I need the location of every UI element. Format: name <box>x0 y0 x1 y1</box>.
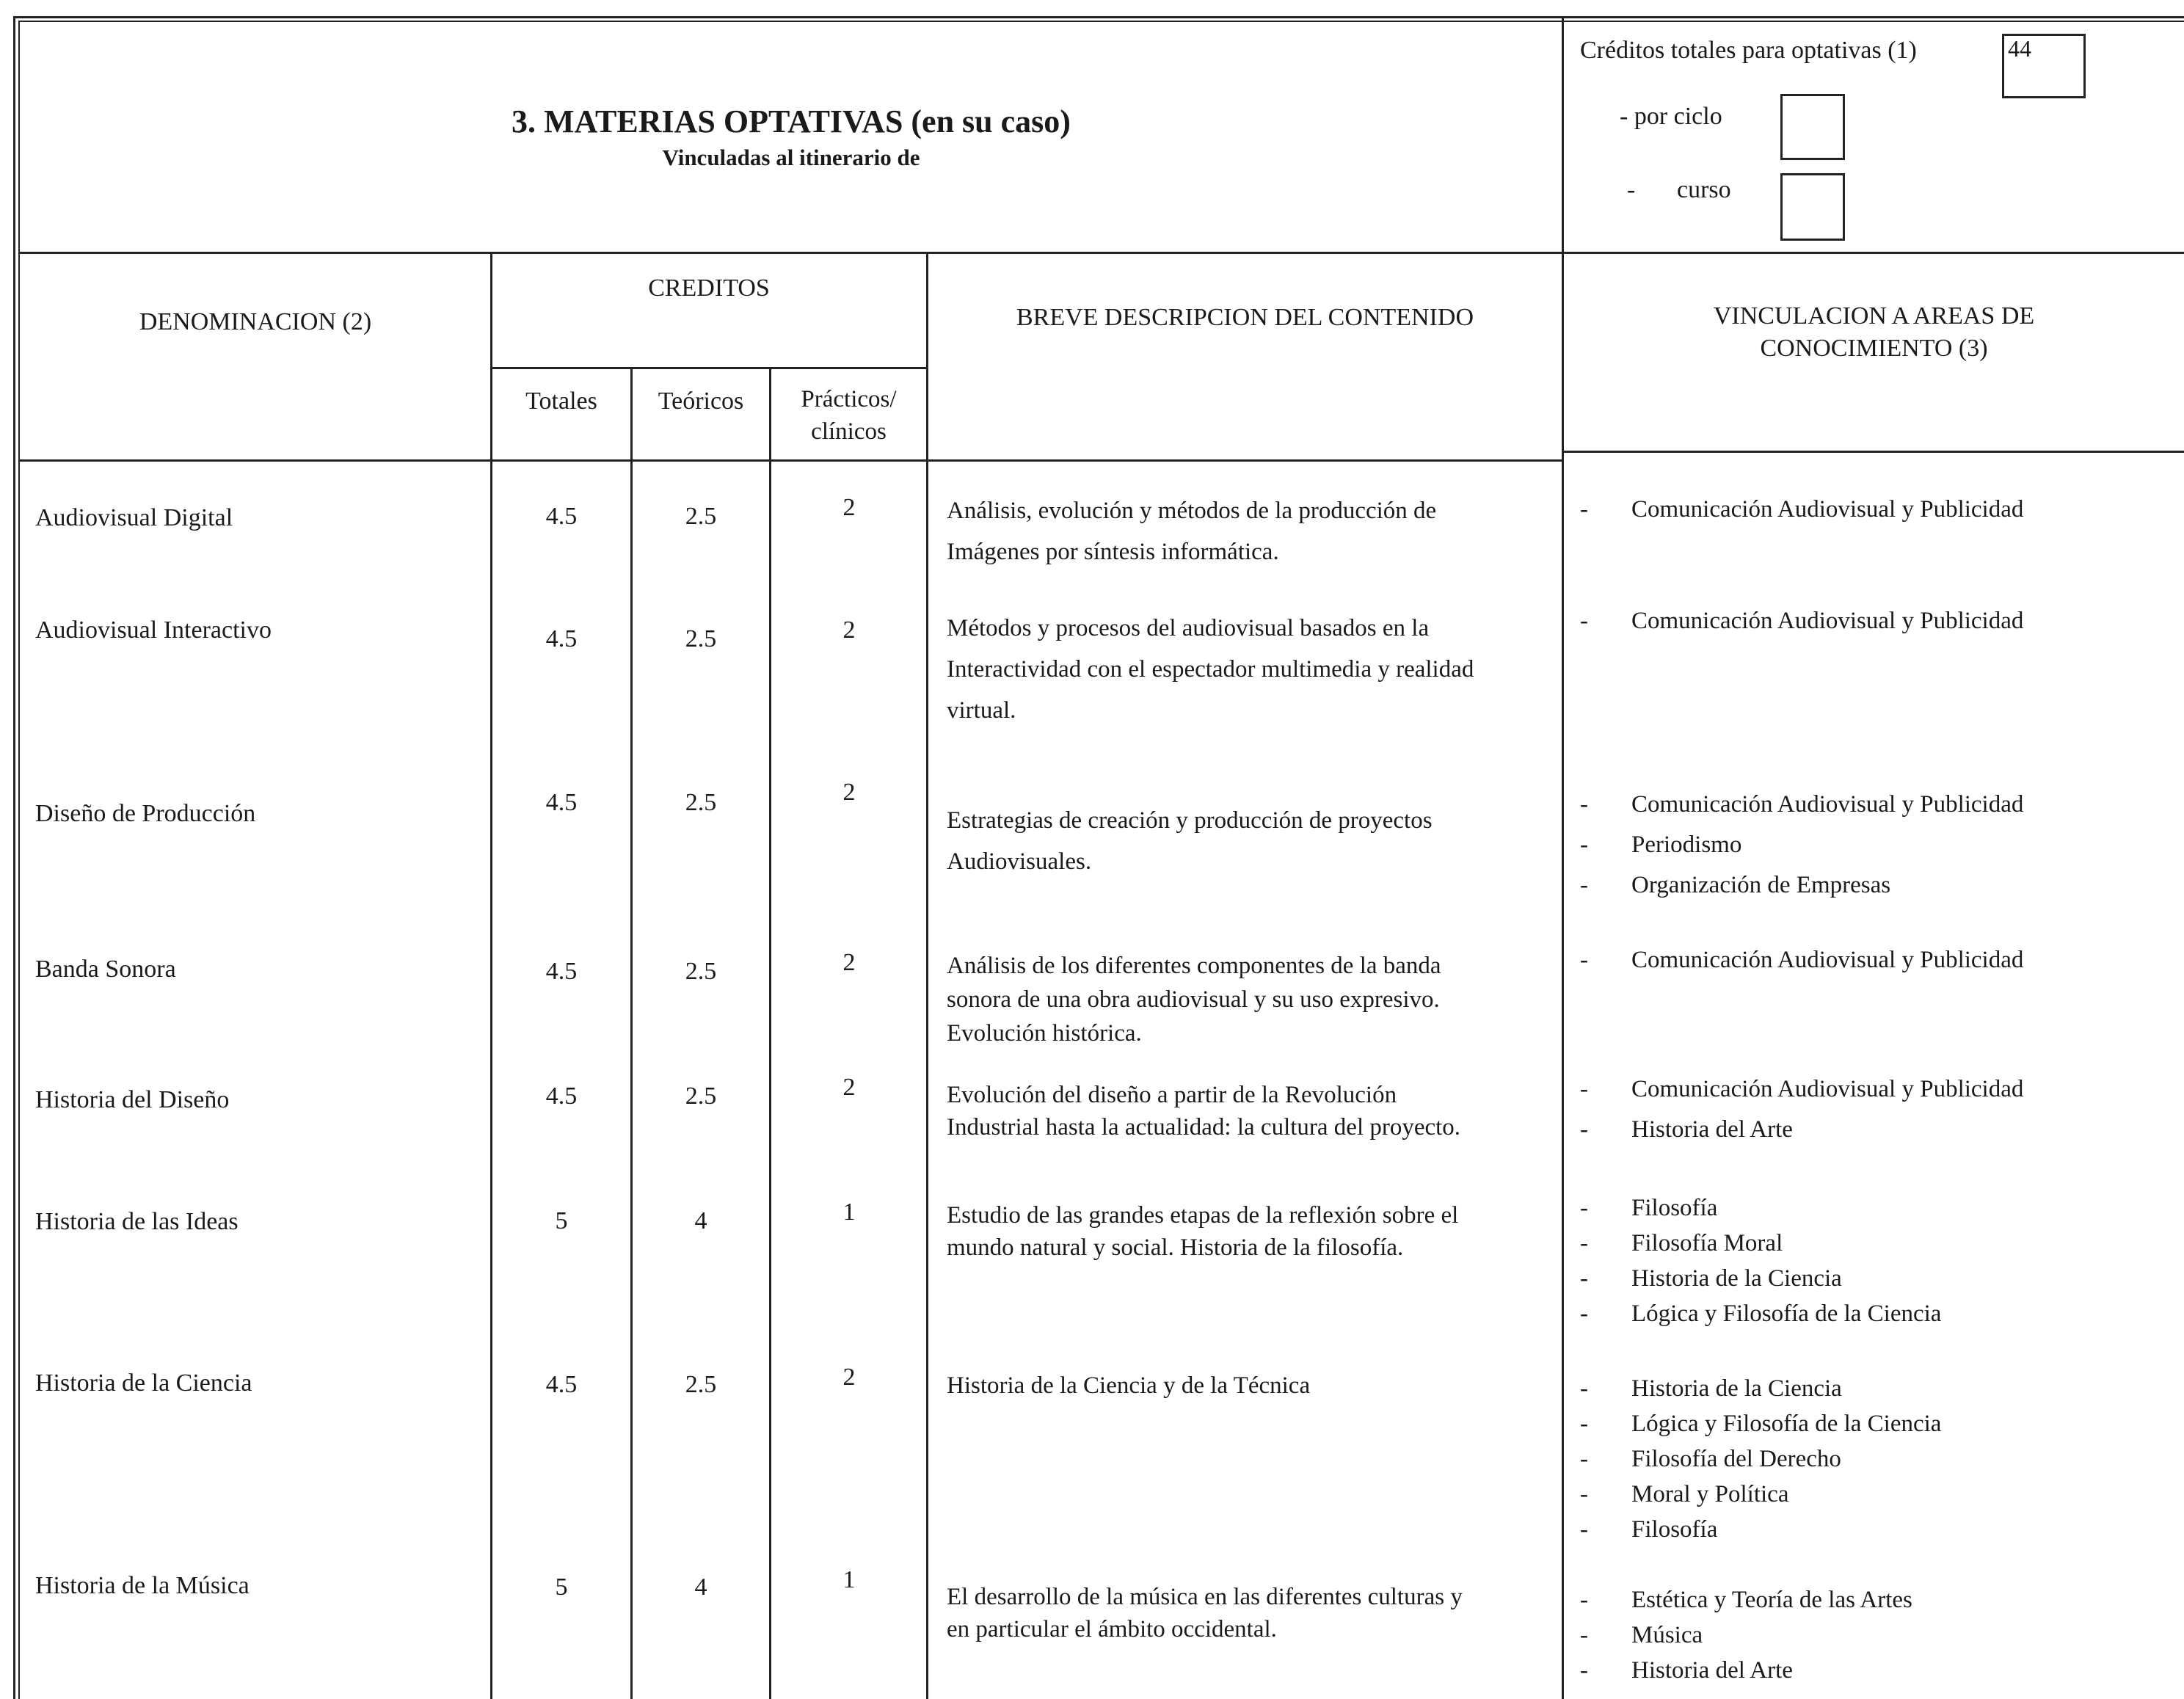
row-practicos: 2 <box>842 949 856 976</box>
creditos-totales-value: 44 <box>2008 35 2031 62</box>
row-area-item <box>1580 1076 2023 1103</box>
row-teoricos: 2.5 <box>685 1083 717 1110</box>
list-dash: - <box>1580 1516 1588 1543</box>
row-descripcion-line: virtual. <box>947 697 1016 724</box>
row-teoricos: 2.5 <box>685 958 717 985</box>
row-area-item <box>1580 947 2023 974</box>
row-area-label: Comunicación Audiovisual y Publicidad <box>1631 1076 2024 1102</box>
row-teoricos: 4 <box>694 1207 707 1234</box>
list-dash: - <box>1580 791 1588 818</box>
row-area-label: Filosofía <box>1631 1195 1718 1221</box>
row-area-item <box>1580 1265 1842 1292</box>
row-totales: 4.5 <box>545 1371 578 1398</box>
row-area-item <box>1580 1375 1842 1403</box>
row-area-label: Organización de Empresas <box>1631 872 1891 898</box>
row-area-label: Historia de la Ciencia <box>1631 1265 1842 1292</box>
row-area-label: Lógica y Filosofía de la Ciencia <box>1631 1300 1942 1327</box>
col-practicos-line1: Prácticos/ <box>801 386 897 412</box>
row-area-label: Comunicación Audiovisual y Publicidad <box>1631 791 2024 818</box>
row-area-item <box>1580 1230 1783 1257</box>
list-dash: - <box>1580 1622 1588 1648</box>
row-area-item <box>1580 608 2023 635</box>
row-descripcion-line: Estudio de las grandes etapas de la reflexión sobre el <box>947 1202 1459 1229</box>
row-area-label: Comunicación Audiovisual y Publicidad <box>1631 608 2024 634</box>
row-practicos: 2 <box>842 616 856 644</box>
row-descripcion-line: Historia de la Ciencia y de la Técnica <box>947 1372 1311 1399</box>
row-practicos: 2 <box>842 779 856 806</box>
row-teoricos: 2.5 <box>685 789 717 816</box>
list-dash: - <box>1580 1375 1588 1402</box>
row-denominacion: Historia del Diseño <box>35 1086 230 1113</box>
list-dash: - <box>1580 1657 1588 1684</box>
divider-practicos <box>926 252 928 1699</box>
creditos-separator <box>492 367 928 369</box>
row-area-label: Comunicación Audiovisual y Publicidad <box>1631 496 2024 523</box>
row-area-label: Lógica y Filosofía de la Ciencia <box>1631 1411 1942 1437</box>
col-descripcion: BREVE DESCRIPCION DEL CONTENIDO <box>1016 304 1474 331</box>
row-totales: 4.5 <box>545 503 578 530</box>
list-dash: - <box>1580 496 1588 523</box>
row-denominacion: Audiovisual Digital <box>35 504 233 531</box>
row-practicos: 2 <box>842 1364 856 1391</box>
row-denominacion: Diseño de Producción <box>35 800 256 827</box>
row-area-item <box>1580 1481 1788 1508</box>
row-descripcion-line: sonora de una obra audiovisual y su uso expresivo. <box>947 986 1440 1013</box>
list-dash: - <box>1580 1116 1588 1143</box>
row-area-item <box>1580 1446 1841 1473</box>
list-dash: - <box>1580 947 1588 973</box>
outer-border-left <box>13 16 15 1699</box>
row-denominacion: Historia de las Ideas <box>35 1208 239 1235</box>
row-descripcion-line: Análisis de los diferentes componentes de la banda <box>947 953 1441 979</box>
row-totales: 4.5 <box>545 625 578 652</box>
row-area-label: Comunicación Audiovisual y Publicidad <box>1631 947 2024 973</box>
row-teoricos: 2.5 <box>685 1371 717 1398</box>
list-dash: - <box>1580 1076 1588 1102</box>
row-totales: 4.5 <box>545 789 578 816</box>
page-subtitle: Vinculadas al itinerario de <box>662 145 920 170</box>
row-descripcion-line: Evolución del diseño a partir de la Revolución <box>947 1082 1397 1108</box>
col-vinculacion-line2: CONOCIMIENTO (3) <box>1760 335 1988 362</box>
row-descripcion-line: Audiovisuales. <box>947 848 1092 875</box>
col-creditos: CREDITOS <box>648 274 770 302</box>
por-ciclo-box <box>1780 94 1845 160</box>
list-dash: - <box>1580 1230 1588 1256</box>
row-area-item <box>1580 1622 1703 1649</box>
curso-dash: - <box>1627 176 1636 203</box>
row-denominacion: Historia de la Ciencia <box>35 1369 252 1397</box>
header-separator <box>18 252 2184 254</box>
outer-border-top-inner <box>18 21 2184 22</box>
row-descripcion-line: mundo natural y social. Historia de la filosofía. <box>947 1234 1404 1261</box>
row-totales: 5 <box>555 1207 568 1234</box>
row-teoricos: 2.5 <box>685 503 717 530</box>
list-dash: - <box>1580 1300 1588 1327</box>
row-area-item <box>1580 1516 1717 1543</box>
list-dash: - <box>1580 1446 1588 1472</box>
list-dash: - <box>1580 1587 1588 1613</box>
col-teoricos: Teóricos <box>658 388 744 415</box>
row-area-label: Periodismo <box>1631 832 1742 858</box>
row-totales: 5 <box>555 1574 568 1601</box>
col-vinculacion-line1: VINCULACION A AREAS DE <box>1713 302 2035 330</box>
row-descripcion-line: Imágenes por síntesis informática. <box>947 539 1279 565</box>
row-area-item <box>1580 496 2023 523</box>
row-descripcion-line: Industrial hasta la actualidad: la cultura del proyecto. <box>947 1114 1461 1140</box>
creditos-totales-label: Créditos totales para optativas (1) <box>1580 37 1917 64</box>
row-descripcion-line: Estrategias de creación y producción de proyectos <box>947 807 1433 834</box>
divider-denominacion <box>490 252 492 1699</box>
row-totales: 4.5 <box>545 958 578 985</box>
por-ciclo-label: - por ciclo <box>1620 103 1722 130</box>
row-area-item <box>1580 872 1890 899</box>
row-area-item <box>1580 791 2023 818</box>
list-dash: - <box>1580 1411 1588 1437</box>
row-area-label: Filosofía del Derecho <box>1631 1446 1841 1472</box>
list-dash: - <box>1580 872 1588 898</box>
row-area-item <box>1580 1300 1941 1328</box>
row-totales: 4.5 <box>545 1083 578 1110</box>
row-descripcion-line: Evolución histórica. <box>947 1020 1142 1047</box>
divider-totales <box>630 367 633 1699</box>
row-area-label: Historia de la Ciencia <box>1631 1375 1842 1402</box>
row-practicos: 2 <box>842 494 856 521</box>
columns-header-separator <box>18 459 1563 462</box>
row-denominacion: Banda Sonora <box>35 956 176 983</box>
vinculacion-separator <box>1563 451 2184 453</box>
row-denominacion: Historia de la Música <box>35 1572 250 1599</box>
row-descripcion-line: Interactividad con el espectador multimedia y realidad <box>947 656 1474 683</box>
row-denominacion: Audiovisual Interactivo <box>35 616 272 644</box>
row-area-label: Música <box>1631 1622 1703 1648</box>
row-area-item <box>1580 1195 1717 1222</box>
curso-label: curso <box>1677 176 1731 203</box>
col-totales: Totales <box>525 388 597 415</box>
row-practicos: 1 <box>842 1198 856 1226</box>
outer-border-left-inner <box>18 21 20 1699</box>
row-area-label: Historia del Arte <box>1631 1116 1793 1143</box>
list-dash: - <box>1580 608 1588 634</box>
row-teoricos: 2.5 <box>685 625 717 652</box>
row-teoricos: 4 <box>694 1574 707 1601</box>
row-area-item <box>1580 1411 1941 1438</box>
row-area-label: Filosofía Moral <box>1631 1230 1783 1256</box>
row-descripcion-line: El desarrollo de la música en las diferentes culturas y <box>947 1584 1463 1610</box>
row-area-label: Estética y Teoría de las Artes <box>1631 1587 1912 1613</box>
row-area-item <box>1580 1657 1793 1684</box>
row-area-label: Filosofía <box>1631 1516 1718 1543</box>
row-descripcion-line: en particular el ámbito occidental. <box>947 1616 1277 1642</box>
row-area-label: Moral y Política <box>1631 1481 1789 1507</box>
divider-descripcion <box>1562 16 1564 1699</box>
row-area-label: Historia del Arte <box>1631 1657 1793 1684</box>
row-area-item <box>1580 1587 1912 1614</box>
col-denominacion: DENOMINACION (2) <box>139 308 372 335</box>
page-title: 3. MATERIAS OPTATIVAS (en su caso) <box>512 103 1071 139</box>
curso-box <box>1780 173 1845 241</box>
list-dash: - <box>1580 832 1588 858</box>
list-dash: - <box>1580 1265 1588 1292</box>
row-area-item <box>1580 832 1741 859</box>
row-descripcion-line: Métodos y procesos del audiovisual basados en la <box>947 615 1430 641</box>
row-practicos: 1 <box>842 1566 856 1593</box>
col-practicos-line2: clínicos <box>811 418 887 445</box>
list-dash: - <box>1580 1195 1588 1221</box>
outer-border-top <box>13 16 2184 18</box>
row-descripcion-line: Análisis, evolución y métodos de la producción de <box>947 498 1437 524</box>
row-area-item <box>1580 1116 1793 1143</box>
row-practicos: 2 <box>842 1074 856 1101</box>
divider-teoricos <box>769 367 771 1699</box>
list-dash: - <box>1580 1481 1588 1507</box>
